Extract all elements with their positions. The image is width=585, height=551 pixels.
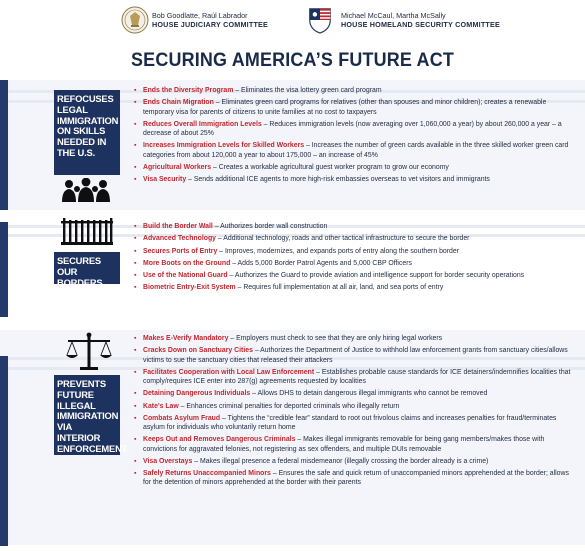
judiciary-committee-label [152,11,268,29]
list-item: ▪ Makes E-Verify Mandatory – Employers must check to see that they are only hiring legal workers [134,334,574,343]
homeland-members: Michael McCaul, Martha McSally [341,11,446,20]
list-item: ▪ Build the Border Wall – Authorizes border wall construction [134,222,574,231]
left-edge-band [0,222,8,317]
list-item: ▪ Advanced Technology – Additional technology, roads and other tactical infrastructure to secure the border [134,234,574,243]
page-title: SECURING AMERICA’S FUTURE ACT [131,49,454,71]
people-group-icon [57,178,115,204]
list-item: ▪ More Boots on the Ground – Adds 5,000 Border Patrol Agents and 5,000 CBP Officers [134,259,574,268]
left-edge-band [0,356,8,546]
list-item: ▪ Ends the Diversity Program – Eliminates the visa lottery green card program [134,86,574,95]
list-item: ▪ Ends Chain Migration – Eliminates green card programs for relatives (other than spouses and minor children); creates a renewable temporary visa for parents of citizens to unite families at no cost to taxpayers [134,98,574,116]
judiciary-seal-icon [121,6,149,34]
list-item: ▪ Visa Security – Sends additional ICE agents to more high-risk embassies overseas to vet visitors and immigrants [134,175,574,184]
list-item: ▪ Detaining Dangerous Individuals – Allows DHS to detain dangerous illegal immigrants who cannot be removed [134,389,574,398]
list-item: ▪ Cracks Down on Sanctuary Cities – Authorizes the Department of Justice to withhold law enforcement grants from sanctuary cities/allows victims to sue the sanctuary cities that released their attackers [134,346,574,364]
list-item: ▪ Biometric Entry-Exit System – Requires full implementation at all air, land, and sea ports of entry [134,283,574,292]
section-list-interior-enforcement [134,334,574,491]
list-item: ▪ Facilitates Cooperation with Local Law Enforcement – Establishes probable cause standards for ICE detainers/indemnifies localities that comply/requires ICE enter into 287(g) agreements requested by localities [134,368,574,386]
header [0,0,585,42]
judiciary-org: HOUSE JUDICIARY COMMITTEE [152,20,269,29]
list-item: ▪ Kate’s Law – Enhances criminal penalties for deported criminals who illegally return [134,402,574,411]
list-item: ▪ Agricultural Workers – Creates a workable agricultural guest worker program to grow our economy [134,163,574,172]
section-label-borders: SECURES OUR BORDERS [54,252,120,284]
list-item: ▪ Use of the National Guard – Authorizes the Guard to provide aviation and intelligence support for border security operations [134,271,574,280]
section-label-legal-immigration: REFOCUSES LEGAL IMMIGRATION ON SKILLS NEEDED IN THE U.S. [54,90,120,175]
list-item: ▪ Keeps Out and Removes Dangerous Criminals – Makes illegal immigrants removable for being gang members/makes those with convictions for aggravated felonies, not registering as sex offenders, and multiple DUIs removable [134,435,574,453]
list-item: ▪ Visa Overstays – Makes illegal presence a federal misdemeanor (illegally crossing the border already is a crime) [134,457,574,466]
list-item: ▪ Combats Asylum Fraud – Tightens the “credible fear” standard to root out frivolous claims and increases penalties for fraud/terminates asylum for individuals who voluntarily return home [134,414,574,432]
left-edge-band [0,80,8,210]
homeland-security-shield-icon [306,6,334,34]
section-list-borders [134,222,574,296]
list-item: ▪ Reduces Overall Immigration Levels – Reduces immigration levels (now averaging over 1,060,000 a year) by about 260,000 a year – a decrease of about 25% [134,120,574,138]
border-wall-icon [60,218,114,246]
homeland-org: HOUSE HOMELAND SECURITY COMMITTEE [341,20,501,29]
section-list-legal-immigration [134,86,574,187]
list-item: ▪ Increases Immigration Levels for Skilled Workers – Increases the number of green cards available in the three skilled worker green card categories from about 120,000 a year to about 175,000 – an increase of 45% [134,141,574,159]
list-item: ▪ Safely Returns Unaccompanied Minors – Ensures the safe and quick return of unaccompanied minors apprehended at the border; allows for the detention of minors apprehended at the border with their parents [134,469,574,487]
judiciary-members: Bob Goodlatte, Raúl Labrador [152,11,248,20]
list-item: ▪ Secures Ports of Entry – Improves, modernizes, and expands ports of entry along the southern border [134,247,574,256]
section-label-interior-enforcement: PREVENTS FUTURE ILLEGAL IMMIGRATION VIA INTERIOR ENFORCEMENT [54,375,120,455]
scales-of-justice-icon [64,332,114,372]
homeland-committee-label [341,11,500,29]
